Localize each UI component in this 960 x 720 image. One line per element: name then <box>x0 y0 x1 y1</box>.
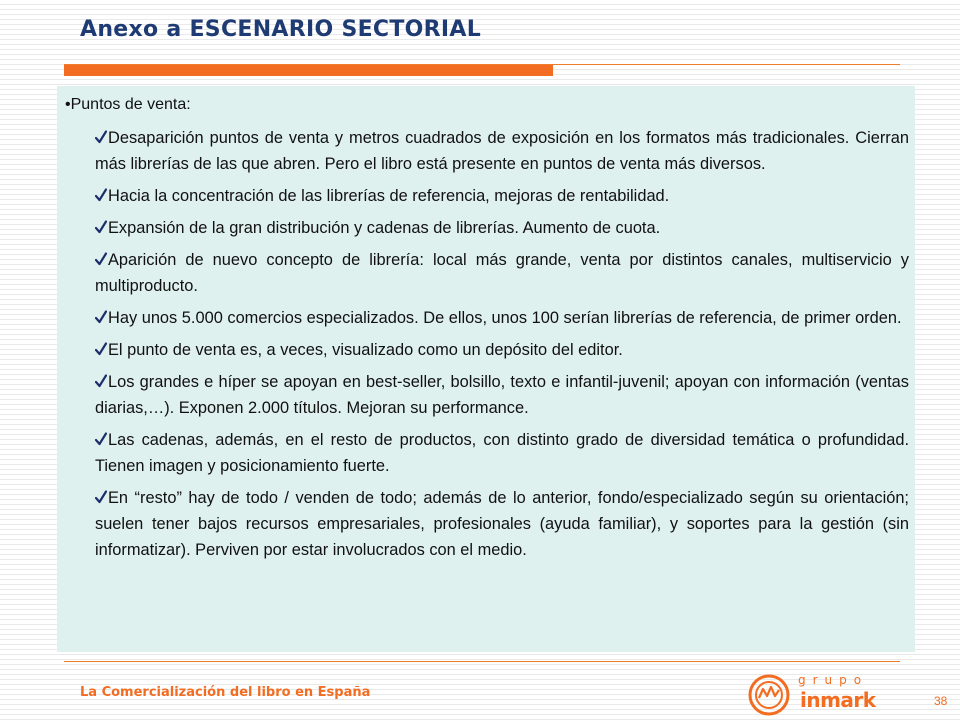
logo-emblem-icon <box>748 674 790 716</box>
grupo-inmark-logo <box>748 668 894 718</box>
footer-title: La Comercialización del libro en España <box>80 685 371 700</box>
bullet-text: Aparición de nuevo concepto de librería: local más grande, venta por distintos canales, multiservicio y multiproducto. <box>95 251 909 295</box>
bullet-text: En “resto” hay de todo / venden de todo; además de lo anterior, fondo/especializado según su orientación; suelen tener bajos recursos empresariales, profesionales (ayuda familiar), y soportes para la gestión (sin informatizar). Perviven por estar involucrados con el medio. <box>95 489 909 559</box>
bullet-list <box>65 125 909 563</box>
list-item <box>95 305 909 331</box>
bullet-text: El punto de venta es, a veces, visualizado como un depósito del editor. <box>108 341 623 359</box>
bullet-text: Las cadenas, además, en el resto de productos, con distinto grado de diversidad temática o profundidad. Tienen imagen y posicionamiento fuerte. <box>95 431 909 475</box>
footer-rule <box>64 661 900 662</box>
content-panel <box>57 86 915 652</box>
checkmark-icon <box>95 252 107 266</box>
page-number: 38 <box>934 694 948 708</box>
list-item <box>95 427 909 479</box>
list-item <box>95 215 909 241</box>
bullet-text: Los grandes e híper se apoyan en best-seller, bolsillo, texto e infantil-juvenil; apoyan con información (ventas diarias,…). Exponen 2.000 títulos. Mejoran su performance. <box>95 373 909 417</box>
bullet-text: Desaparición puntos de venta y metros cuadrados de exposición en los formatos más tradicionales. Cierran más librerías de las que abren. Pero el libro está presente en puntos de venta más diversos. <box>95 129 909 173</box>
checkmark-icon <box>95 342 107 356</box>
list-item <box>95 247 909 299</box>
checkmark-icon <box>95 220 107 234</box>
logo-inmark-text: inmark <box>800 688 876 712</box>
list-item <box>95 369 909 421</box>
checkmark-icon <box>95 374 107 388</box>
title-accent-bar <box>64 65 553 76</box>
bullet-text: Hacia la concentración de las librerías de referencia, mejoras de rentabilidad. <box>108 187 670 205</box>
list-item <box>95 485 909 563</box>
slide-title: Anexo a ESCENARIO SECTORIAL <box>80 17 482 42</box>
list-item <box>95 125 909 177</box>
bullet-text: Hay unos 5.000 comercios especializados. De ellos, unos 100 serían librerías de referencia, de primer orden. <box>108 309 902 327</box>
checkmark-icon <box>95 130 107 144</box>
list-item <box>95 183 909 209</box>
checkmark-icon <box>95 188 107 202</box>
logo-grupo-text: grupo <box>798 673 869 687</box>
checkmark-icon <box>95 432 107 446</box>
bullet-text: Expansión de la gran distribución y cadenas de librerías. Aumento de cuota. <box>108 219 661 237</box>
checkmark-icon <box>95 310 107 324</box>
list-item <box>95 337 909 363</box>
section-heading: •Puntos de venta: <box>65 96 191 113</box>
checkmark-icon <box>95 490 107 504</box>
